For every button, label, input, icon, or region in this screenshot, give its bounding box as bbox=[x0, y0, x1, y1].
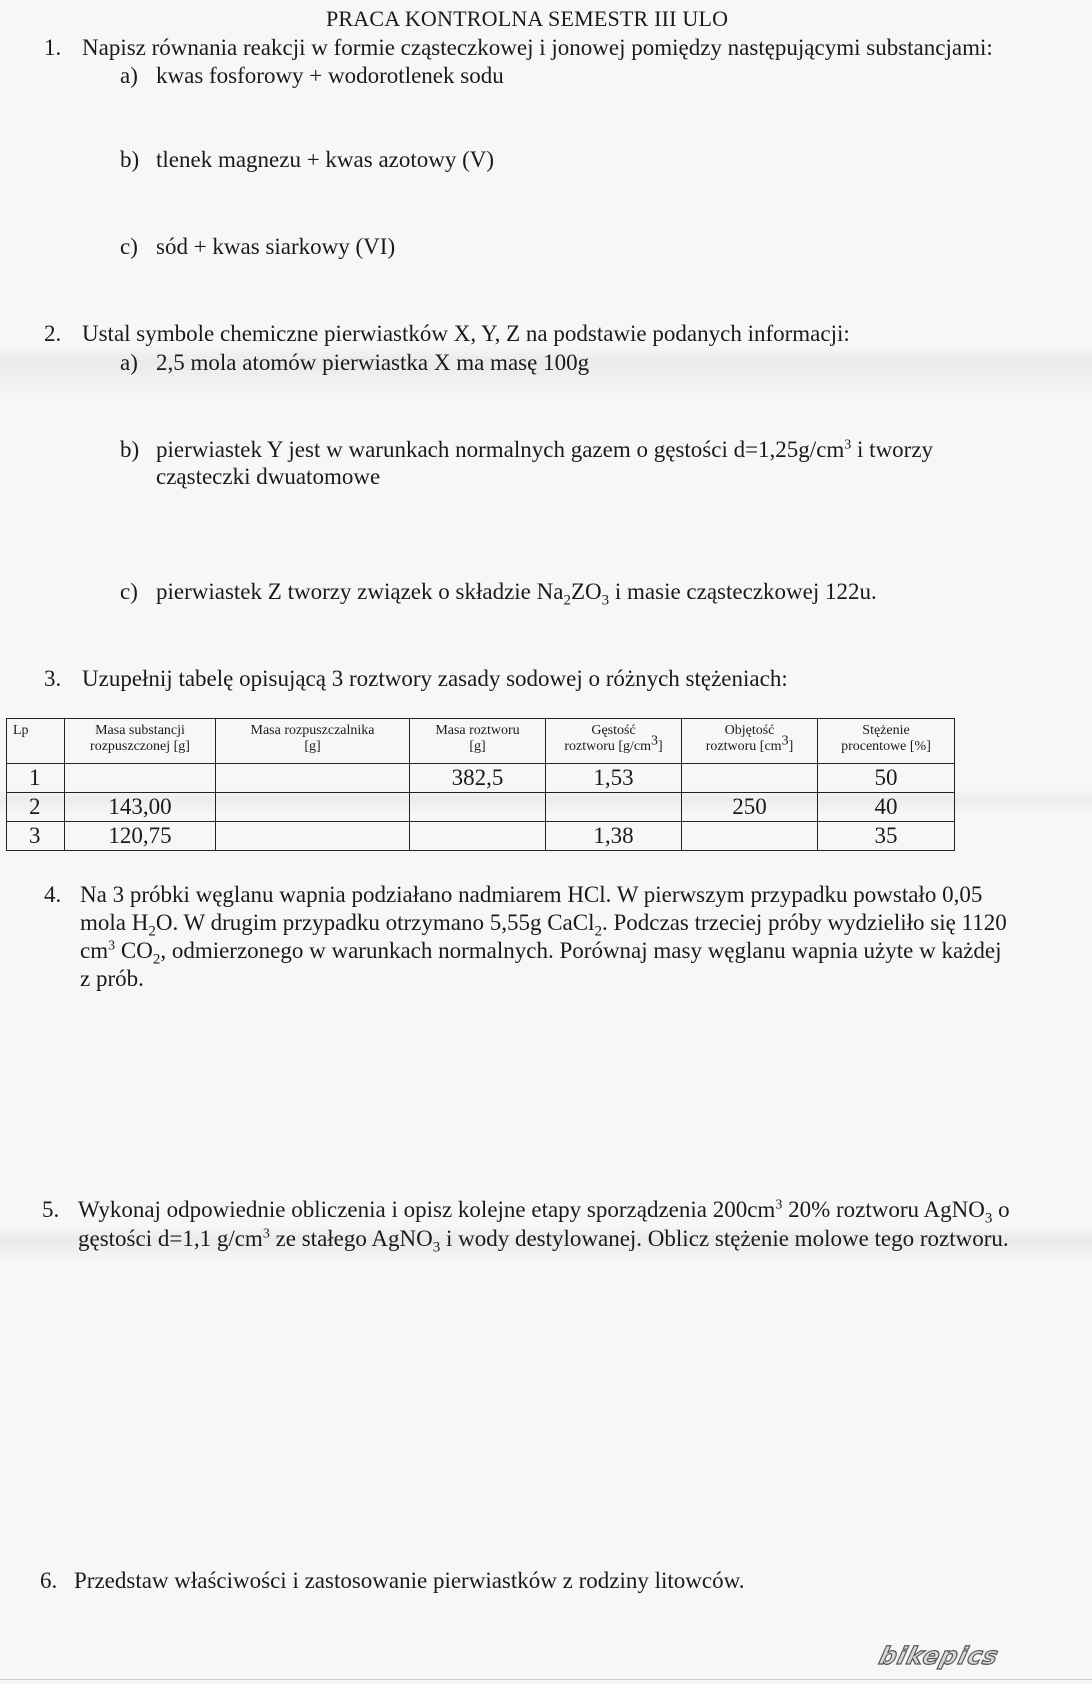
q1-a-text: kwas fosforowy + wodorotlenek sodu bbox=[156, 63, 504, 88]
table-row bbox=[7, 764, 955, 793]
header-masa-substancji: Masa substancji rozpuszczonej [g] bbox=[65, 719, 216, 764]
cell-gestosc: 1,38 bbox=[546, 822, 682, 851]
header-masa-roztworu: Masa roztworu [g] bbox=[410, 719, 546, 764]
header-masa-rozpuszczalnika: Masa rozpuszczalnika [g] bbox=[216, 719, 410, 764]
page-title: PRACA KONTROLNA SEMESTR III ULO bbox=[326, 6, 729, 31]
q1-c-label: c) bbox=[120, 234, 138, 259]
cell-masa-substancji bbox=[65, 764, 216, 793]
header-gestosc: Gęstość roztworu $[g/cm^3]$ bbox=[546, 719, 682, 764]
q2-a-label: a) bbox=[120, 350, 138, 375]
q1-b-text: tlenek magnezu + kwas azotowy (V) bbox=[156, 147, 495, 172]
cell-masa-roztworu bbox=[410, 822, 546, 851]
q2-b-text-line2: cząsteczki dwuatomowe bbox=[156, 464, 381, 489]
q2-c-label: c) bbox=[120, 579, 138, 604]
q3-text: Uzupełnij tabelę opisującą 3 roztwory zasady sodowej o różnych stężeniach: bbox=[82, 666, 788, 691]
q2-a-text: 2,5 mola atomów pierwiastka X ma masę 100g bbox=[156, 350, 590, 375]
cell-stezenie: 35 bbox=[818, 822, 955, 851]
header-stezenie: Stężenie procentowe [%] bbox=[818, 719, 955, 764]
page-bottom-edge bbox=[0, 1679, 1092, 1680]
q1-c-text: sód + kwas siarkowy (VI) bbox=[156, 234, 396, 259]
q4-line2: mola $H_2O$. W drugim przypadku otrzymano 5,55g CaCl$_2$. Podczas trzeciej próby wydzieliło się 1120 bbox=[80, 910, 1007, 940]
q4-line1: Na 3 próbki węglanu wapnia podziałano nadmiarem HCl. W pierwszym przypadku powstało 0,05 bbox=[80, 882, 983, 907]
q5-number: 5. bbox=[42, 1197, 60, 1222]
watermark-logo: bikepics bbox=[876, 1642, 1002, 1670]
solutions-table bbox=[6, 718, 955, 851]
cell-masa-roztworu: 382,5 bbox=[410, 764, 546, 793]
table-row bbox=[7, 793, 955, 822]
cell-lp: 1 bbox=[7, 764, 65, 793]
q2-b-text: pierwiastek Y jest w warunkach normalnych gazem o gęstości $d=1,25g/cm^3$ i tworzy bbox=[156, 437, 934, 462]
cell-gestosc: 1,53 bbox=[546, 764, 682, 793]
q1-b-label: b) bbox=[120, 147, 140, 172]
header-lp: Lp bbox=[7, 719, 65, 764]
q1-text: Napisz równania reakcji w formie cząsteczkowej i jonowej pomiędzy następującymi substancjami: bbox=[82, 35, 993, 60]
q2-text: Ustal symbole chemiczne pierwiastków X, Y, Z na podstawie podanych informacji: bbox=[82, 321, 850, 346]
q4-line3: $cm^3$ $CO_2$, odmierzonego w warunkach normalnych. Porównaj masy węglanu wapnia użyte w każdej bbox=[80, 938, 1002, 968]
q3-number: 3. bbox=[44, 666, 62, 691]
q1-a-label: a) bbox=[120, 63, 138, 88]
q6-number: 6. bbox=[40, 1568, 58, 1593]
cell-lp: 3 bbox=[7, 822, 65, 851]
cell-masa-substancji: 143,00 bbox=[65, 793, 216, 822]
q6-text: Przedstaw właściwości i zastosowanie pierwiastków z rodziny litowców. bbox=[74, 1568, 745, 1593]
header-objetosc: Objętość roztworu $[cm^3]$ bbox=[682, 719, 818, 764]
table-row bbox=[7, 822, 955, 851]
cell-objetosc bbox=[682, 764, 818, 793]
cell-stezenie: 50 bbox=[818, 764, 955, 793]
cell-masa-rozpuszczalnika bbox=[216, 764, 410, 793]
cell-masa-rozpuszczalnika bbox=[216, 793, 410, 822]
q5-line1: Wykonaj odpowiednie obliczenia i opisz kolejne etapy sporządzenia $200cm^3$ 20% roztworu AgNO$_3$ o bbox=[78, 1197, 1010, 1227]
q1-number: 1. bbox=[44, 35, 62, 60]
cell-objetosc: 250 bbox=[682, 793, 818, 822]
q2-b-label: b) bbox=[120, 437, 140, 462]
q4-line4: z prób. bbox=[80, 966, 144, 991]
q4-number: 4. bbox=[44, 882, 62, 907]
cell-masa-roztworu bbox=[410, 793, 546, 822]
cell-gestosc bbox=[546, 793, 682, 822]
cell-masa-rozpuszczalnika bbox=[216, 822, 410, 851]
cell-lp: 2 bbox=[7, 793, 65, 822]
cell-masa-substancji: 120,75 bbox=[65, 822, 216, 851]
q2-c-text: pierwiastek Z tworzy związek o składzie $Na_2ZO_3$ i masie cząsteczkowej 122u. bbox=[156, 579, 877, 609]
q2-number: 2. bbox=[44, 321, 62, 346]
cell-objetosc bbox=[682, 822, 818, 851]
q5-line2: gęstości d=1,1 $g/cm^3$ ze stałego AgNO$_3$ i wody destylowanej. Oblicz stężenie molowe tego roztworu. bbox=[78, 1226, 1009, 1256]
cell-stezenie: 40 bbox=[818, 793, 955, 822]
table-header-row bbox=[7, 719, 955, 764]
